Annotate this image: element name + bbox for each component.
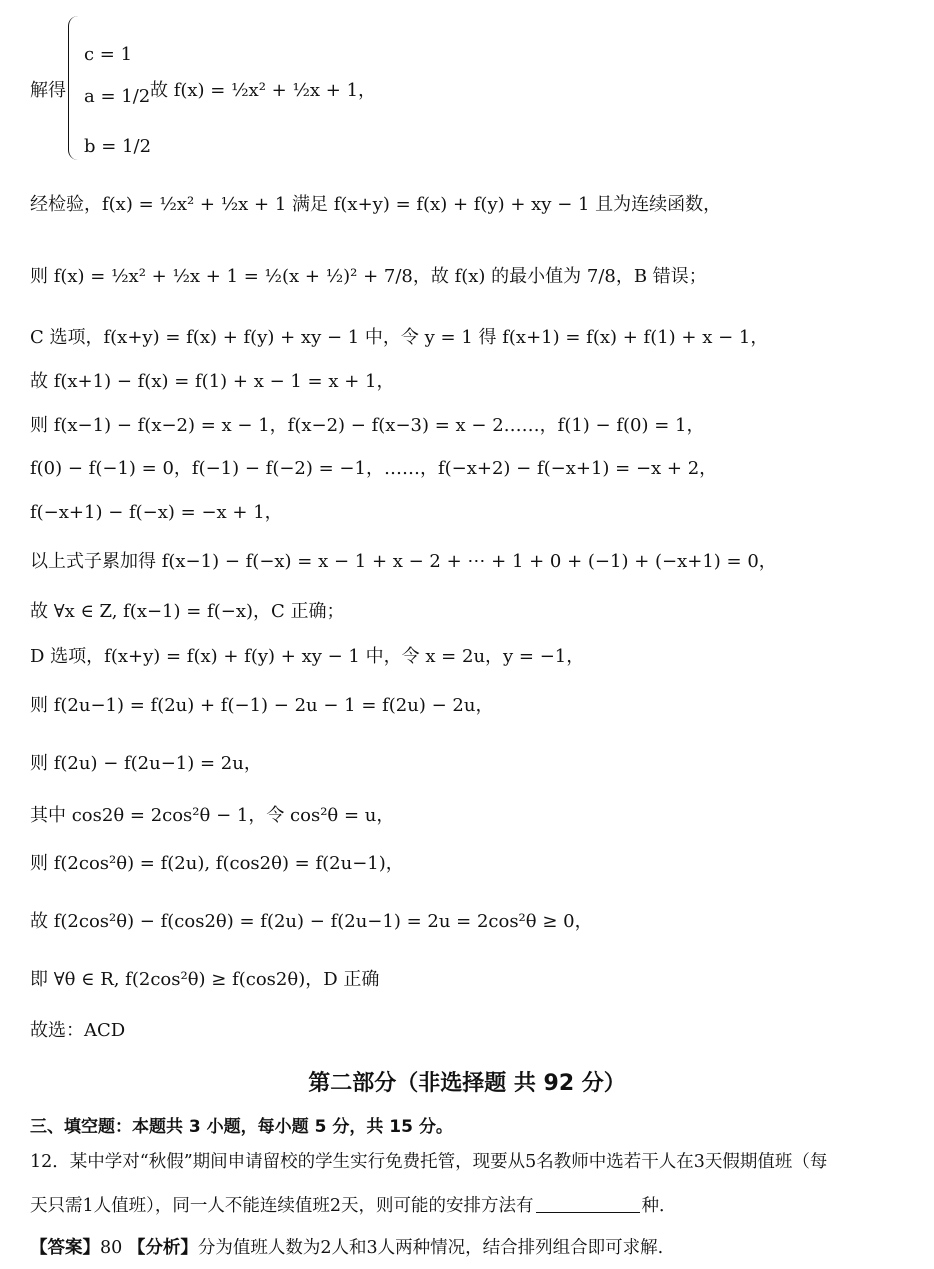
answer-label: 【答案】 (30, 1238, 100, 1258)
solution-line: 故 ∀x ∈ Z, f(x−1) = f(−x)，C 正确； (30, 601, 345, 622)
solution-line: 则 f(2u) − f(2u−1) = 2u， (30, 753, 262, 774)
question-line-1: 12．某中学对“秋假”期间申请留校的学生实行免费托管，现要从5名教师中选若干人在3天假期值班（每 (30, 1152, 828, 1172)
question-text-after-blank: 种． (641, 1196, 677, 1216)
solution-line: 则 f(2u−1) = f(2u) + f(−1) − 2u − 1 = f(2u) − 2u， (30, 695, 494, 716)
system-eq-c: c = 1 (84, 44, 133, 65)
solution-line: 以上式子累加得 f(x−1) − f(−x) = x − 1 + x − 2 + ⋯ + 1 + 0 + (−1) + (−x+1) = 0， (30, 551, 777, 572)
system-label: 解得 (30, 80, 66, 101)
solution-line: 其中 cos2θ = 2cos²θ − 1，令 cos²θ = u， (30, 805, 395, 826)
answer-value: 80 (100, 1238, 123, 1258)
solution-system (30, 14, 450, 164)
answer-blank (536, 1194, 640, 1213)
question-line-2 (30, 1192, 914, 1220)
question-text-before-blank: 天只需1人值班），同一人不能连续值班2天，则可能的安排方法有 (30, 1196, 534, 1216)
solution-line: 经检验，f(x) = ½x² + ½x + 1 满足 f(x+y) = f(x) + f(y) + xy − 1 且为连续函数， (30, 194, 722, 215)
answer-line (30, 1234, 663, 1259)
solution-line: 则 f(2cos²θ) = f(2u), f(cos2θ) = f(2u−1)， (30, 853, 404, 874)
solution-line: f(−x+1) − f(−x) = −x + 1， (30, 502, 283, 523)
solution-line: 则 f(x) = ½x² + ½x + 1 = ½(x + ½)² + 7/8，故 f(x) 的最小值为 7/8，B 错误； (30, 266, 707, 287)
system-eq-b: b = 1/2 (84, 136, 152, 157)
brace-symbol (68, 16, 79, 160)
section-title: 第二部分（非选择题 共 92 分） (308, 1071, 626, 1096)
analysis-text: 分为值班人数为2人和3人两种情况，结合排列组合即可求解. (197, 1238, 664, 1258)
solution-line: 故 f(2cos²θ) − f(cos2θ) = f(2u) − f(2u−1) = 2u = 2cos²θ ≥ 0， (30, 911, 593, 932)
solution-line: 故 f(x+1) − f(x) = f(1) + x − 1 = x + 1， (30, 371, 395, 392)
system-conclusion: 故 f(x) = ½x² + ½x + 1， (150, 80, 377, 101)
solution-line: C 选项，f(x+y) = f(x) + f(y) + xy − 1 中，令 y = 1 得 f(x+1) = f(x) + f(1) + x − 1， (30, 327, 769, 348)
solution-line: D 选项，f(x+y) = f(x) + f(y) + xy − 1 中，令 x = 2u，y = −1， (30, 646, 585, 667)
solution-line: 则 f(x−1) − f(x−2) = x − 1，f(x−2) − f(x−3) = x − 2……，f(1) − f(0) = 1， (30, 415, 705, 436)
solution-line: 故选：ACD (30, 1020, 126, 1041)
solution-line: 即 ∀θ ∈ R, f(2cos²θ) ≥ f(cos2θ)，D 正确 (30, 969, 380, 990)
analysis-label: 【分析】 (127, 1238, 198, 1258)
system-eq-a: a = 1/2 (84, 86, 151, 107)
solution-line: f(0) − f(−1) = 0，f(−1) − f(−2) = −1，……，f(−x+2) − f(−x+1) = −x + 2， (30, 458, 718, 479)
fill-blank-heading: 三、填空题：本题共 3 小题，每小题 5 分，共 15 分。 (30, 1117, 453, 1137)
